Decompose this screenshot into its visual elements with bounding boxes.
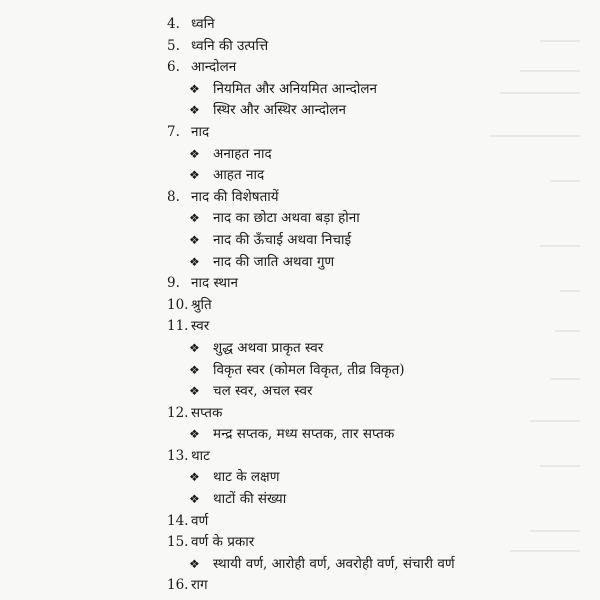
item-number: 13. — [167, 447, 189, 464]
diamond-bullet-icon: ❖ — [189, 81, 200, 96]
sub-list-item — [167, 165, 587, 187]
item-title: थाट — [191, 447, 210, 464]
sub-item-text: नाद का छोटा अथवा बड़ा होना — [213, 210, 360, 227]
item-number: 15. — [167, 534, 189, 551]
diamond-bullet-icon: ❖ — [189, 168, 200, 183]
sub-list-item — [167, 360, 587, 382]
item-title: स्वर — [191, 318, 210, 335]
diamond-bullet-icon: ❖ — [189, 384, 200, 399]
list-item — [167, 532, 587, 554]
sub-list-item — [167, 467, 587, 489]
sub-item-text: स्थायी वर्ण, आरोही वर्ण, अवरोही वर्ण, संचारी वर्ण — [213, 555, 455, 572]
sub-list-item — [167, 554, 587, 576]
list-item — [167, 57, 587, 79]
item-number: 6. — [167, 59, 180, 76]
list-item — [167, 273, 587, 295]
item-number: 8. — [167, 188, 180, 205]
item-number: 7. — [167, 123, 180, 140]
item-title: ध्वनि — [191, 16, 215, 32]
item-title: सप्तक — [191, 404, 223, 421]
sub-item-text: चल स्वर, अचल स्वर — [213, 383, 313, 400]
item-title: राग — [191, 577, 208, 594]
item-title: आन्दोलन — [191, 59, 237, 76]
list-item — [167, 446, 587, 468]
diamond-bullet-icon: ❖ — [189, 427, 200, 442]
item-title: वर्ण के प्रकार — [191, 534, 255, 551]
sub-list-item — [167, 424, 587, 446]
sub-item-text: शुद्ध अथवा प्राकृत स्वर — [213, 339, 324, 356]
sub-item-text: मन्द्र सप्तक, मध्य सप्तक, तार सप्तक — [213, 426, 395, 443]
list-item — [167, 122, 587, 144]
diamond-bullet-icon: ❖ — [189, 232, 200, 247]
list-item — [167, 511, 587, 533]
diamond-bullet-icon: ❖ — [189, 470, 200, 485]
sub-list-item — [167, 338, 587, 360]
diamond-bullet-icon: ❖ — [189, 211, 200, 226]
sub-item-text: आहत नाद — [213, 167, 265, 184]
item-title: ध्वनि की उत्पत्ति — [191, 37, 269, 54]
item-number: 11. — [167, 318, 189, 335]
item-number: 4. — [167, 16, 180, 32]
sub-list-item — [167, 230, 587, 252]
item-number: 16. — [167, 577, 189, 594]
sub-list-item — [167, 489, 587, 511]
sub-item-text: थाट के लक्षण — [213, 469, 280, 486]
sub-list-item — [167, 79, 587, 101]
diamond-bullet-icon: ❖ — [189, 146, 200, 161]
sub-item-text: नियमित और अनियमित आन्दोलन — [213, 80, 377, 97]
sub-item-text: अनाहत नाद — [213, 145, 272, 162]
item-number: 9. — [167, 275, 180, 292]
diamond-bullet-icon: ❖ — [189, 556, 200, 571]
sub-list-item — [167, 100, 587, 122]
item-number: 10. — [167, 296, 189, 313]
list-item — [167, 403, 587, 425]
diamond-bullet-icon: ❖ — [189, 340, 200, 355]
sub-item-text: विकृत स्वर (कोमल विकृत, तीव्र विकृत) — [213, 361, 405, 378]
item-title: श्रुति — [191, 296, 212, 313]
diamond-bullet-icon: ❖ — [189, 492, 200, 507]
item-number: 5. — [167, 37, 180, 54]
item-number: 12. — [167, 404, 189, 421]
diamond-bullet-icon: ❖ — [189, 254, 200, 269]
item-title: वर्ण — [191, 512, 209, 529]
item-title: नाद की विशेषतायें — [191, 188, 279, 205]
sub-list-item — [167, 252, 587, 274]
list-item — [167, 575, 587, 597]
sub-list-item — [167, 144, 587, 166]
sub-list-item — [167, 208, 587, 230]
list-item — [167, 295, 587, 317]
diamond-bullet-icon: ❖ — [189, 362, 200, 377]
sub-item-text: थाटों की संख्या — [213, 491, 287, 508]
sub-item-text: नाद की जाति अथवा गुण — [213, 253, 335, 270]
sub-item-text: स्थिर और अस्थिर आन्दोलन — [213, 102, 347, 119]
item-title: नाद स्थान — [191, 275, 239, 292]
table-of-contents-list — [167, 14, 587, 597]
list-item — [167, 187, 587, 209]
item-title: नाद — [191, 123, 210, 140]
list-item — [167, 14, 587, 36]
list-item — [167, 36, 587, 58]
sub-list-item — [167, 381, 587, 403]
list-item — [167, 316, 587, 338]
diamond-bullet-icon: ❖ — [189, 103, 200, 118]
sub-item-text: नाद की ऊँचाई अथवा निचाई — [213, 231, 352, 248]
item-number: 14. — [167, 512, 189, 529]
